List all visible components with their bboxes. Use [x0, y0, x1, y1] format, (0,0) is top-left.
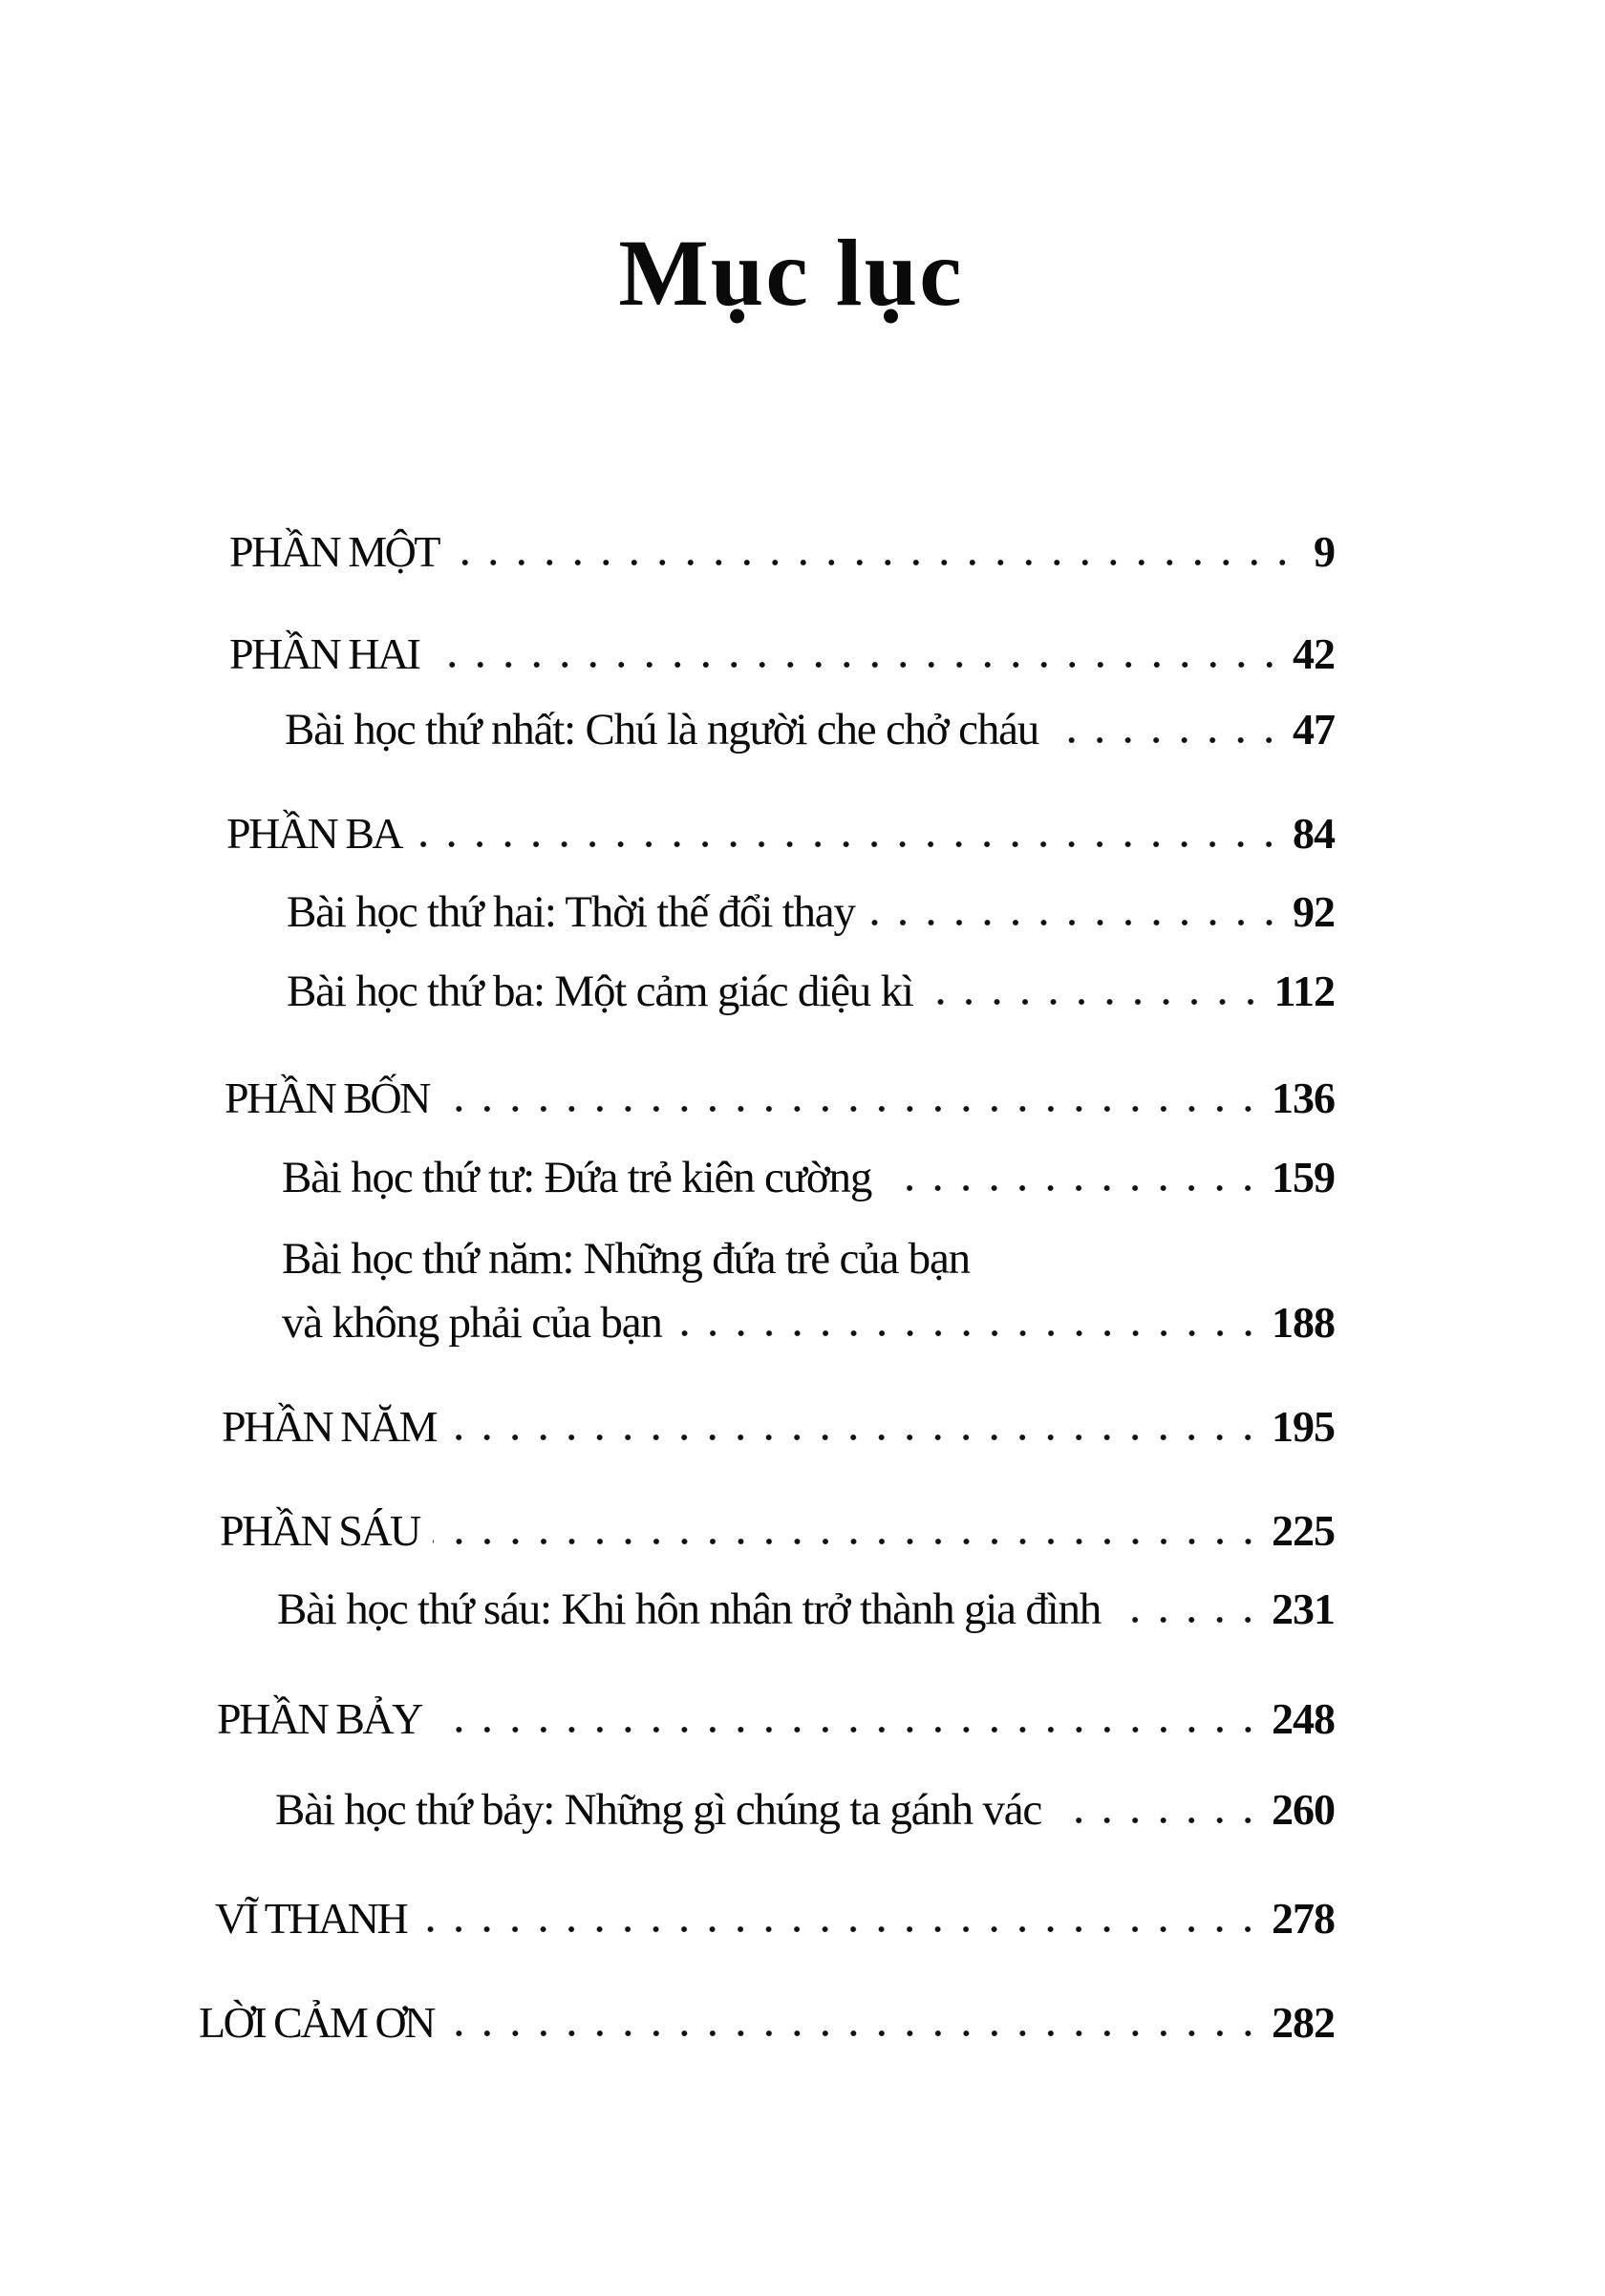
- toc-page-number: 231: [1272, 1584, 1335, 1633]
- dot-leader: [433, 1538, 1262, 1545]
- dot-leader: [433, 661, 1284, 669]
- toc-page-number: 195: [1272, 1402, 1335, 1451]
- dot-leader: [449, 1434, 1262, 1441]
- toc-entry-label: PHẦN BẢY: [217, 1694, 421, 1743]
- toc-page-number: 278: [1272, 1894, 1335, 1943]
- toc-page-number: 282: [1272, 1998, 1335, 2047]
- toc-entry-lesson-7: [275, 1781, 1335, 1839]
- toc-entry-lesson-5-line-2: [282, 1294, 1335, 1351]
- page-title: Mục lục: [618, 220, 964, 326]
- dot-leader: [1114, 1616, 1262, 1624]
- toc-entry-part-4: [225, 1070, 1335, 1127]
- dot-leader: [415, 840, 1283, 848]
- toc-entry-label: Bài học thứ tư: Đứa trẻ kiên cường: [282, 1153, 872, 1202]
- toc-page-number: 84: [1293, 809, 1335, 858]
- toc-entry-part-7: [217, 1690, 1335, 1748]
- toc-entry-label: LỜI CẢM ƠN: [199, 1998, 434, 2047]
- toc-entry-part-2: [229, 626, 1335, 683]
- dot-leader: [442, 1105, 1262, 1113]
- toc-page-number: 225: [1272, 1506, 1335, 1555]
- dot-leader: [885, 1184, 1262, 1192]
- toc-page-number: 42: [1293, 629, 1335, 678]
- toc-entry-part-5: [222, 1398, 1335, 1456]
- toc-page-number: 112: [1273, 967, 1335, 1015]
- toc-page-number: 159: [1272, 1153, 1335, 1201]
- dot-leader: [675, 1329, 1262, 1337]
- toc-page-number: 248: [1272, 1694, 1335, 1743]
- toc-entry-lesson-1: [285, 701, 1335, 758]
- toc-page-number: 47: [1293, 705, 1335, 754]
- toc-entry-label: PHẦN HAI: [229, 629, 419, 678]
- toc-entry-label: Bài học thứ năm: Những đứa trẻ của bạn: [282, 1234, 970, 1284]
- dot-leader: [452, 559, 1296, 566]
- toc-entry-lesson-4: [282, 1149, 1335, 1206]
- toc-entry-label: PHẦN BỐN: [225, 1074, 429, 1122]
- toc-entry-lesson-2: [287, 883, 1335, 941]
- toc-entry-label: VĨ THANH: [215, 1894, 407, 1943]
- toc-entry-part-1: [229, 523, 1335, 581]
- dot-leader: [419, 1925, 1262, 1933]
- toc-entry-epilogue: [215, 1890, 1335, 1947]
- toc-entry-lesson-5-line-1: [282, 1230, 1335, 1287]
- toc-entry-part-6: [220, 1502, 1335, 1560]
- dot-leader: [927, 998, 1265, 1006]
- dot-leader: [447, 2030, 1262, 2037]
- dot-leader: [1055, 1817, 1262, 1824]
- toc-entry-label: PHẦN MỘT: [229, 527, 439, 576]
- toc-entry-label: Bài học thứ ba: Một cảm giác diệu kì: [287, 967, 913, 1016]
- toc-page-number: 188: [1272, 1298, 1335, 1347]
- toc-entry-acknowledgements: [199, 1994, 1335, 2052]
- toc-entry-label: Bài học thứ sáu: Khi hôn nhân trở thành gia đình: [277, 1584, 1102, 1634]
- toc-entry-label: Bài học thứ nhất: Chú là người che chở cháu: [285, 705, 1039, 755]
- toc-entry-lesson-6: [277, 1581, 1335, 1638]
- toc-page-number: 92: [1293, 887, 1335, 936]
- toc-entry-label: Bài học thứ bảy: Những gì chúng ta gánh vác: [275, 1785, 1042, 1835]
- dot-leader: [435, 1726, 1262, 1733]
- dot-leader: [868, 919, 1283, 926]
- toc-entry-label: PHẦN NĂM: [222, 1402, 437, 1451]
- toc-entry-label: và không phải của bạn: [282, 1298, 662, 1348]
- toc-page-number: 136: [1272, 1074, 1335, 1122]
- toc-entry-label: PHẦN SÁU: [220, 1506, 419, 1555]
- toc-entry-label: Bài học thứ hai: Thời thế đổi thay: [287, 887, 855, 937]
- toc-page-number: 9: [1314, 527, 1335, 576]
- toc-entry-label: PHẦN BA: [226, 809, 402, 858]
- dot-leader: [1052, 736, 1283, 744]
- toc-page-number: 260: [1272, 1785, 1335, 1834]
- toc-entry-lesson-3: [287, 963, 1335, 1020]
- toc-entry-part-3: [226, 805, 1335, 862]
